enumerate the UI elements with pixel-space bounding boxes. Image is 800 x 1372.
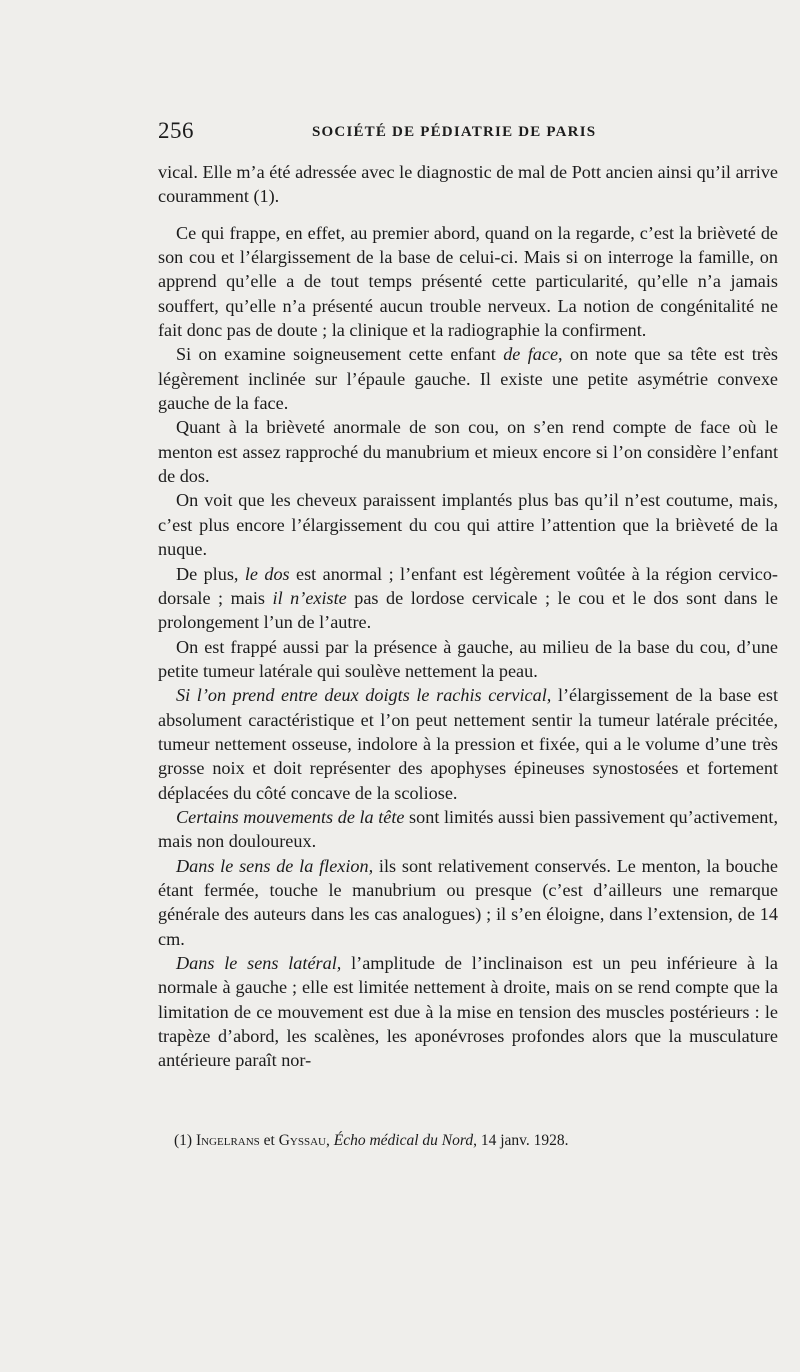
italic-text: Si l’on prend entre deux doigts le rachis cervical, xyxy=(176,685,552,706)
footnote-author: Ingelrans xyxy=(195,1132,260,1149)
italic-text: Dans le sens de la flexion, xyxy=(176,855,374,876)
paragraph xyxy=(158,683,778,805)
paragraph xyxy=(158,562,778,635)
paragraph: Ce qui frappe, en effet, au premier abord, quand on la regarde, c’est la brièveté de son cou et l’élargissement de la base de celui-ci. Mais si on interroge la famille, on apprend qu’elle a de tout temps présenté cette particularité, qu’elle n’a jamais souffert, qu’elle n’a présenté aucun trouble nerveux. La notion de congénitalité ne fait donc pas de doute ; la clinique et la radiographie la confirment. xyxy=(158,222,778,341)
footnote xyxy=(174,1131,774,1151)
text-run: sont limités aussi bien passivement qu’activement, mais non douloureux. xyxy=(158,806,778,852)
paragraph-continuation: vical. Elle m’a été adressée avec le diagnostic de mal de Pott ancien ainsi qu’il arrive couramment (1). xyxy=(158,162,778,207)
italic-text: Certains mouvements de la tête xyxy=(176,806,405,827)
text-run: l’élargissement de la base est absolument caractéristique et l’on peut nettement sentir la tumeur latérale précitée, tumeur nettement osseuse, indolore à la pression et fixée, qui a le volume d’une très grosse noix et doit représenter des apophyses épineuses synostosées et fortement déplacées du côté concave de la scoliose. xyxy=(158,685,778,803)
text-run: , on note que sa tête est très légèrement inclinée sur l’épaule gauche. Il existe une petite asymétrie convexe gauche de la face. xyxy=(158,344,778,414)
footnote-journal: Écho médical du Nord xyxy=(333,1132,474,1149)
italic-text: de face xyxy=(503,344,559,365)
page-number: 256 xyxy=(158,118,194,143)
text-run: Si on examine soigneusement cette enfant xyxy=(176,344,504,365)
text-run: pas de lordose cervicale ; le cou et le dos sont dans le prolongement l’un de l’autre. xyxy=(158,587,778,633)
paragraph: On voit que les cheveux paraissent implantés plus bas qu’il n’est coutume, mais, c’est plus encore l’élargissement du cou qui attire l’attention que la brièveté de la nuque. xyxy=(158,490,778,560)
paragraph xyxy=(158,342,778,415)
body-text xyxy=(158,160,778,1073)
running-title: SOCIÉTÉ DE PÉDIATRIE DE PARIS xyxy=(312,124,597,140)
paragraph xyxy=(158,951,778,1073)
page-header xyxy=(158,118,778,148)
text-run: l’amplitude de l’inclinaison est un peu inférieure à la normale à gauche ; elle est limitée nettement à droite, mais on se rend compte que la limitation de ce mouvement est due à la mise en tension des muscles postérieurs : le trapèze d’abord, les scalènes, les aponévroses profondes alors que la musculature antérieure paraît nor- xyxy=(158,953,778,1071)
footnote-author: Gyssau xyxy=(278,1132,326,1149)
footnote-text: et xyxy=(259,1132,279,1149)
italic-text: il n’existe xyxy=(272,587,347,608)
paragraph xyxy=(158,805,778,854)
paragraph xyxy=(158,854,778,951)
italic-text: le dos xyxy=(244,563,290,584)
paragraph: On est frappé aussi par la présence à gauche, au milieu de la base du cou, d’une petite tumeur latérale qui soulève nettement la peau. xyxy=(158,636,778,681)
text-run: est anormal ; l’enfant est légèrement voûtée à la région cervico-dorsale ; mais xyxy=(158,563,778,608)
footnote-marker: (1) xyxy=(174,1132,196,1149)
footnote-date: , 14 janv. 1928. xyxy=(473,1132,569,1149)
text-run: ils sont relativement conservés. Le menton, la bouche étant fermée, touche le manubrium ou presque (c’est d’ailleurs une remarque générale des auteurs dans les cas analogues) ; il s’en éloigne, dans l’extension, de 14 cm. xyxy=(158,855,778,949)
footnote-text: , xyxy=(326,1132,334,1149)
italic-text: Dans le sens latéral, xyxy=(176,953,342,973)
text-run: De plus, xyxy=(176,563,245,584)
paragraph: Quant à la brièveté anormale de son cou, on s’en rend compte de face où le menton est assez rapproché du manubrium et mieux encore si l’on considère l’enfant de dos. xyxy=(158,417,778,487)
